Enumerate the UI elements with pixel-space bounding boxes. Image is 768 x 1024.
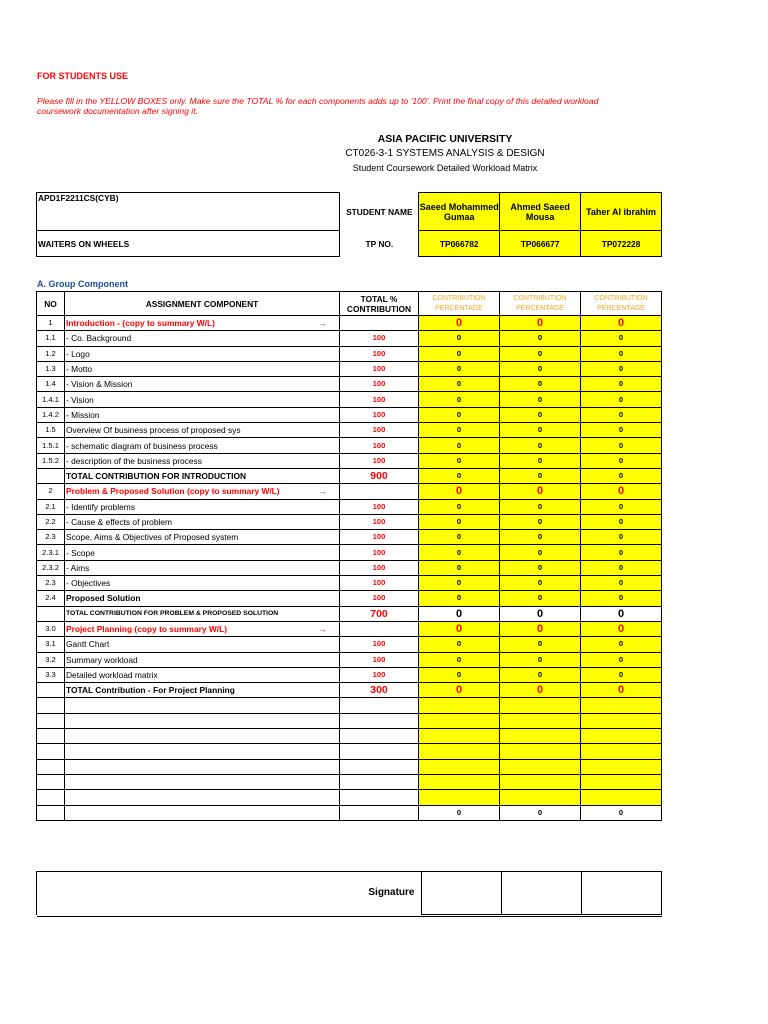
row-total: 100 xyxy=(340,346,419,361)
component-label: TOTAL CONTRIBUTION FOR PROBLEM & PROPOSED SOLUTION xyxy=(66,609,279,617)
table-row xyxy=(37,484,662,499)
contribution-cell[interactable]: 0 xyxy=(581,667,662,682)
row-number: 1.2 xyxy=(37,346,65,361)
contribution-cell[interactable]: 0 xyxy=(581,591,662,606)
row-component xyxy=(65,346,340,361)
signature-box-3[interactable] xyxy=(581,872,661,915)
note-line-1: Please fill in the YELLOW BOXES only. Make sure the TOTAL % for each components adds up to '100'. Print the final copy of this detailed workload xyxy=(37,96,599,106)
contribution-cell[interactable]: 0 xyxy=(500,438,581,453)
arrow-icon: → xyxy=(318,624,327,635)
contribution-cell[interactable]: 0 xyxy=(581,361,662,376)
contribution-cell[interactable]: 0 xyxy=(581,468,662,483)
contribution-cell[interactable]: 0 xyxy=(581,683,662,698)
row-component xyxy=(65,759,340,774)
contribution-cell[interactable]: 0 xyxy=(500,545,581,560)
contribution-cell[interactable]: 0 xyxy=(581,484,662,499)
row-total: 100 xyxy=(340,591,419,606)
row-total: 100 xyxy=(340,453,419,468)
contribution-cell[interactable]: 0 xyxy=(419,468,500,483)
contribution-cell[interactable]: 0 xyxy=(419,514,500,529)
contribution-cell[interactable]: 0 xyxy=(419,392,500,407)
row-total: 100 xyxy=(340,530,419,545)
component-label: - Co. Background xyxy=(66,333,132,344)
component-label: Project Planning (copy to summary W/L) xyxy=(66,624,228,635)
contribution-cell[interactable]: 0 xyxy=(500,468,581,483)
row-component xyxy=(65,683,340,698)
table-row xyxy=(37,744,662,759)
row-number: 2.4 xyxy=(37,591,65,606)
note-line-2: coursework documentation after signing it. xyxy=(37,106,198,116)
contribution-cell[interactable] xyxy=(581,698,662,713)
contribution-cell[interactable] xyxy=(419,713,500,728)
table-row xyxy=(37,637,662,652)
contribution-cell[interactable]: 0 xyxy=(581,438,662,453)
table-row xyxy=(37,346,662,361)
table-row xyxy=(37,468,662,483)
row-component xyxy=(65,591,340,606)
contribution-cell[interactable] xyxy=(581,759,662,774)
row-total: 100 xyxy=(340,514,419,529)
contribution-cell[interactable]: 0 xyxy=(419,453,500,468)
row-number xyxy=(37,805,65,820)
row-number: 3.3 xyxy=(37,667,65,682)
matrix-title: Student Coursework Detailed Workload Matrix xyxy=(352,163,538,173)
row-component xyxy=(65,606,340,621)
component-label: - schematic diagram of business process xyxy=(66,440,218,451)
row-number: 1.5 xyxy=(37,423,65,438)
col-component: ASSIGNMENT COMPONENT xyxy=(65,292,340,316)
table-row xyxy=(37,576,662,591)
row-component xyxy=(65,744,340,759)
row-number xyxy=(37,713,65,728)
row-component xyxy=(65,316,340,331)
row-component xyxy=(65,377,340,392)
row-component xyxy=(65,560,340,575)
contribution-cell[interactable]: 0 xyxy=(500,530,581,545)
student-name-3[interactable]: Taher Al ibrahim xyxy=(581,193,662,231)
row-total xyxy=(340,759,419,774)
contribution-cell[interactable]: 0 xyxy=(500,621,581,636)
contribution-cell[interactable] xyxy=(581,744,662,759)
row-total xyxy=(340,698,419,713)
contribution-cell[interactable]: 0 xyxy=(500,560,581,575)
signature-box-2[interactable] xyxy=(501,872,581,915)
table-row xyxy=(37,545,662,560)
table-row xyxy=(37,667,662,682)
row-component xyxy=(65,484,340,499)
component-label: Problem & Proposed Solution (copy to summary W/L) xyxy=(66,486,280,497)
row-total: 100 xyxy=(340,438,419,453)
contribution-cell[interactable] xyxy=(500,744,581,759)
component-label: - Identify problems xyxy=(66,501,135,512)
contribution-cell[interactable]: 0 xyxy=(500,361,581,376)
contribution-cell[interactable] xyxy=(419,759,500,774)
row-total: 100 xyxy=(340,576,419,591)
row-component xyxy=(65,652,340,667)
component-label: - Vision & Mission xyxy=(66,379,133,390)
row-component xyxy=(65,468,340,483)
contribution-cell[interactable]: 0 xyxy=(500,423,581,438)
row-number: 2.3.1 xyxy=(37,545,65,560)
row-component xyxy=(65,667,340,682)
row-number: 2.3 xyxy=(37,530,65,545)
student-name-label: STUDENT NAME xyxy=(346,206,413,217)
component-label: Introduction - (copy to summary W/L) xyxy=(66,318,215,329)
row-component xyxy=(65,423,340,438)
table-row xyxy=(37,514,662,529)
row-number xyxy=(37,790,65,805)
row-total: 100 xyxy=(340,392,419,407)
row-number: 1.5.2 xyxy=(37,453,65,468)
contribution-cell[interactable]: 0 xyxy=(581,423,662,438)
contribution-cell[interactable]: 0 xyxy=(581,637,662,652)
contribution-cell[interactable] xyxy=(500,759,581,774)
info-table xyxy=(36,192,662,257)
contribution-cell[interactable]: 0 xyxy=(581,530,662,545)
contribution-cell[interactable] xyxy=(500,698,581,713)
component-label: Summary workload xyxy=(66,654,138,665)
row-component xyxy=(65,438,340,453)
row-number: 1.3 xyxy=(37,361,65,376)
contribution-cell[interactable] xyxy=(419,698,500,713)
contribution-cell[interactable]: 0 xyxy=(500,392,581,407)
row-number xyxy=(37,759,65,774)
contribution-cell[interactable]: 0 xyxy=(500,377,581,392)
for-students-label: FOR STUDENTS USE xyxy=(37,71,129,81)
table-row xyxy=(37,606,662,621)
row-number xyxy=(37,729,65,744)
row-number xyxy=(37,683,65,698)
section-label: A. Group Component xyxy=(37,279,128,289)
table-row xyxy=(37,392,662,407)
arrow-icon: → xyxy=(318,318,327,329)
contribution-cell[interactable]: 0 xyxy=(500,576,581,591)
contribution-cell[interactable]: 0 xyxy=(419,683,500,698)
col-contrib-2: CONTRIBUTION PERCENTAGE xyxy=(500,292,581,316)
signature-table xyxy=(36,871,662,917)
contribution-cell[interactable]: 0 xyxy=(581,316,662,331)
row-component xyxy=(65,729,340,744)
table-row xyxy=(37,713,662,728)
row-number xyxy=(37,606,65,621)
contribution-cell[interactable]: 0 xyxy=(581,331,662,346)
row-number: 1.4.2 xyxy=(37,407,65,422)
header-row xyxy=(37,292,662,316)
row-total: 100 xyxy=(340,667,419,682)
table-row xyxy=(37,621,662,636)
row-component xyxy=(65,774,340,789)
contribution-cell[interactable] xyxy=(419,729,500,744)
component-label: - description of the business process xyxy=(66,455,202,466)
component-label: TOTAL Contribution - For Project Planning xyxy=(66,685,235,696)
row-component xyxy=(65,790,340,805)
project-name: WAITERS ON WHEELS xyxy=(37,231,340,257)
contribution-cell[interactable]: 0 xyxy=(419,621,500,636)
row-total xyxy=(340,621,419,636)
student-tp-3[interactable]: TP072228 xyxy=(581,231,662,257)
row-number: 1.4 xyxy=(37,377,65,392)
contribution-cell[interactable]: 0 xyxy=(500,667,581,682)
contribution-cell[interactable] xyxy=(500,790,581,805)
contribution-cell[interactable]: 0 xyxy=(419,377,500,392)
table-row xyxy=(37,774,662,789)
row-total xyxy=(340,774,419,789)
table-row xyxy=(37,453,662,468)
row-number xyxy=(37,744,65,759)
contribution-cell[interactable]: 0 xyxy=(581,560,662,575)
contribution-cell[interactable]: 0 xyxy=(419,407,500,422)
component-label: TOTAL CONTRIBUTION FOR INTRODUCTION xyxy=(66,471,247,482)
contribution-cell[interactable]: 0 xyxy=(581,576,662,591)
contribution-cell: 0 xyxy=(581,805,662,820)
contribution-cell: 0 xyxy=(500,606,581,621)
table-row xyxy=(37,805,662,820)
row-total: 100 xyxy=(340,545,419,560)
contribution-cell[interactable]: 0 xyxy=(419,637,500,652)
contribution-cell[interactable]: 0 xyxy=(500,331,581,346)
row-total: 300 xyxy=(340,683,419,698)
row-total: 100 xyxy=(340,361,419,376)
contribution-cell[interactable] xyxy=(419,790,500,805)
table-row xyxy=(37,316,662,331)
contribution-cell[interactable]: 0 xyxy=(581,453,662,468)
component-label: - Cause & effects of problem xyxy=(66,517,172,527)
signature-label: Signature xyxy=(37,872,422,915)
row-number: 3.0 xyxy=(37,621,65,636)
contribution-cell[interactable]: 0 xyxy=(581,499,662,514)
contribution-cell[interactable]: 0 xyxy=(419,316,500,331)
row-number: 1.5.1 xyxy=(37,438,65,453)
component-label: - Mission xyxy=(66,409,100,420)
contribution-cell: 0 xyxy=(419,606,500,621)
row-number: 2.1 xyxy=(37,499,65,514)
contribution-cell[interactable]: 0 xyxy=(419,652,500,667)
contribution-cell[interactable] xyxy=(500,774,581,789)
contribution-cell[interactable]: 0 xyxy=(500,484,581,499)
contribution-cell[interactable]: 0 xyxy=(581,621,662,636)
contribution-cell[interactable]: 0 xyxy=(500,407,581,422)
intake-code: APD1F2211CS(CYB) xyxy=(37,193,340,231)
row-number: 1 xyxy=(37,316,65,331)
contribution-cell[interactable]: 0 xyxy=(500,652,581,667)
row-total xyxy=(340,805,419,820)
row-number: 1.4.1 xyxy=(37,392,65,407)
contribution-cell[interactable] xyxy=(500,713,581,728)
contribution-cell[interactable]: 0 xyxy=(581,392,662,407)
table-row xyxy=(37,331,662,346)
contribution-cell[interactable]: 0 xyxy=(581,346,662,361)
table-row xyxy=(37,377,662,392)
row-number xyxy=(37,774,65,789)
row-total: 900 xyxy=(340,468,419,483)
table-row xyxy=(37,530,662,545)
component-label: Scope, Aims & Objectives of Proposed system xyxy=(66,532,239,543)
contribution-cell[interactable] xyxy=(581,774,662,789)
row-component xyxy=(65,713,340,728)
contribution-cell[interactable]: 0 xyxy=(419,667,500,682)
contribution-cell[interactable] xyxy=(581,729,662,744)
row-number xyxy=(37,698,65,713)
contribution-cell[interactable]: 0 xyxy=(581,377,662,392)
row-total xyxy=(340,316,419,331)
row-component xyxy=(65,499,340,514)
course-title: CT026-3-1 SYSTEMS ANALYSIS & DESIGN xyxy=(345,148,545,159)
workload-table xyxy=(36,291,662,821)
row-total: 100 xyxy=(340,499,419,514)
contribution-cell[interactable]: 0 xyxy=(500,453,581,468)
contribution-cell[interactable]: 0 xyxy=(419,361,500,376)
row-number: 2.3.2 xyxy=(37,560,65,575)
contribution-cell[interactable]: 0 xyxy=(419,576,500,591)
table-row xyxy=(37,438,662,453)
contribution-cell[interactable]: 0 xyxy=(500,591,581,606)
row-total: 100 xyxy=(340,652,419,667)
contribution-cell[interactable]: 0 xyxy=(500,683,581,698)
student-name-1[interactable]: Saeed Mohammed Gumaa xyxy=(419,193,500,231)
table-row xyxy=(37,652,662,667)
contribution-cell[interactable]: 0 xyxy=(581,545,662,560)
contribution-cell[interactable] xyxy=(581,713,662,728)
table-row xyxy=(37,560,662,575)
row-component xyxy=(65,530,340,545)
row-total: 100 xyxy=(340,377,419,392)
contribution-cell[interactable]: 0 xyxy=(419,484,500,499)
row-number: 3.2 xyxy=(37,652,65,667)
col-no: NO xyxy=(37,292,65,316)
table-row xyxy=(37,499,662,514)
contribution-cell[interactable]: 0 xyxy=(419,499,500,514)
table-row xyxy=(37,729,662,744)
row-total xyxy=(340,484,419,499)
table-row xyxy=(37,759,662,774)
tp-label: TP NO. xyxy=(365,238,394,249)
contribution-cell[interactable] xyxy=(581,790,662,805)
student-tp-2[interactable]: TP066677 xyxy=(500,231,581,257)
contribution-cell[interactable]: 0 xyxy=(419,560,500,575)
contribution-cell[interactable]: 0 xyxy=(419,545,500,560)
contribution-cell[interactable]: 0 xyxy=(500,316,581,331)
row-number: 2 xyxy=(37,484,65,499)
contribution-cell[interactable]: 0 xyxy=(419,530,500,545)
contribution-cell[interactable]: 0 xyxy=(581,514,662,529)
row-total: 700 xyxy=(340,606,419,621)
row-total xyxy=(340,790,419,805)
signature-box-1[interactable] xyxy=(421,872,501,915)
component-label: - Logo xyxy=(66,348,90,359)
component-label: - Vision xyxy=(66,394,94,405)
component-label: Overview Of business process of proposed sys xyxy=(66,425,241,436)
row-component xyxy=(65,514,340,529)
contribution-cell[interactable]: 0 xyxy=(419,331,500,346)
contribution-cell[interactable] xyxy=(500,729,581,744)
component-label: Proposed Solution xyxy=(66,593,141,604)
contribution-cell[interactable]: 0 xyxy=(581,652,662,667)
row-component xyxy=(65,453,340,468)
row-component xyxy=(65,576,340,591)
table-row xyxy=(37,361,662,376)
row-component xyxy=(65,545,340,560)
row-component xyxy=(65,361,340,376)
contribution-cell[interactable]: 0 xyxy=(500,637,581,652)
contribution-cell[interactable]: 0 xyxy=(419,438,500,453)
row-component xyxy=(65,805,340,820)
contribution-cell[interactable]: 0 xyxy=(500,514,581,529)
row-number xyxy=(37,468,65,483)
component-label: - Scope xyxy=(66,547,95,558)
row-component xyxy=(65,637,340,652)
contribution-cell[interactable]: 0 xyxy=(500,499,581,514)
contribution-cell: 0 xyxy=(500,805,581,820)
contribution-cell: 0 xyxy=(419,805,500,820)
table-row xyxy=(37,698,662,713)
row-total xyxy=(340,713,419,728)
component-label: Gantt Chart xyxy=(66,639,110,650)
row-total: 100 xyxy=(340,407,419,422)
table-row xyxy=(37,591,662,606)
contribution-cell[interactable]: 0 xyxy=(419,591,500,606)
contribution-cell: 0 xyxy=(581,606,662,621)
row-component xyxy=(65,698,340,713)
component-label: - Motto xyxy=(66,364,93,375)
row-number: 2.3 xyxy=(37,576,65,591)
row-number: 3.1 xyxy=(37,637,65,652)
row-total xyxy=(340,744,419,759)
row-total: 100 xyxy=(340,637,419,652)
col-total: TOTAL % CONTRIBUTION xyxy=(340,292,419,316)
row-total: 100 xyxy=(340,423,419,438)
student-tp-1[interactable]: TP066782 xyxy=(419,231,500,257)
component-label: - Objectives xyxy=(66,578,111,589)
col-contrib-3: CONTRIBUTION PERCENTAGE xyxy=(581,292,662,316)
contribution-cell[interactable]: 0 xyxy=(419,346,500,361)
component-label: - Aims xyxy=(66,562,90,573)
contribution-cell[interactable] xyxy=(419,774,500,789)
university-title: ASIA PACIFIC UNIVERSITY xyxy=(377,133,513,145)
arrow-icon: → xyxy=(318,486,327,497)
row-total: 100 xyxy=(340,560,419,575)
table-row xyxy=(37,407,662,422)
row-number: 1.1 xyxy=(37,331,65,346)
row-total: 100 xyxy=(340,331,419,346)
table-row xyxy=(37,683,662,698)
row-number: 2.2 xyxy=(37,514,65,529)
contribution-cell[interactable]: 0 xyxy=(419,423,500,438)
table-row xyxy=(37,790,662,805)
col-contrib-1: CONTRIBUTION PERCENTAGE xyxy=(419,292,500,316)
row-component xyxy=(65,331,340,346)
row-component xyxy=(65,407,340,422)
instructions-note xyxy=(37,96,667,116)
component-label: Detailed workload matrix xyxy=(66,669,158,680)
row-component xyxy=(65,621,340,636)
contribution-cell[interactable]: 0 xyxy=(500,346,581,361)
row-total xyxy=(340,729,419,744)
student-name-2[interactable]: Ahmed Saeed Mousa xyxy=(500,193,581,231)
contribution-cell[interactable]: 0 xyxy=(581,407,662,422)
row-component xyxy=(65,392,340,407)
table-row xyxy=(37,423,662,438)
contribution-cell[interactable] xyxy=(419,744,500,759)
